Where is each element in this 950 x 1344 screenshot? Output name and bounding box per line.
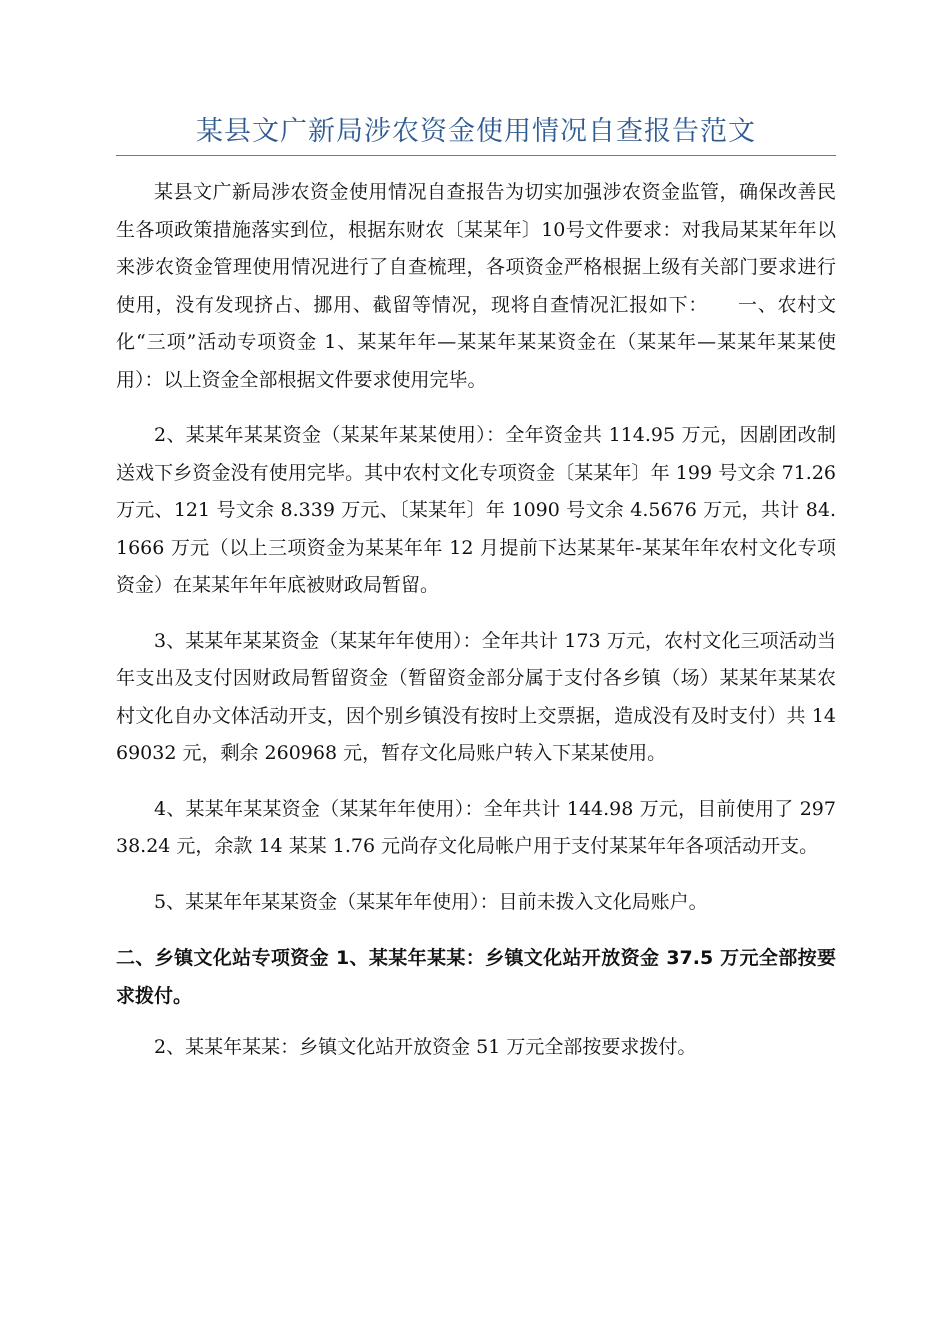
- title-underline: [116, 155, 836, 156]
- section-2-heading: 二、乡镇文化站专项资金 1、某某年某某：乡镇文化站开放资金 37.5 万元全部按要求拨付。: [116, 947, 836, 1007]
- paragraph-item-2: 2、某某年某某资金（某某年某某使用）：全年资金共 114.95 万元，因剧团改制送戏下乡资金没有使用完毕。其中农村文化专项资金〔某某年〕年 199 号文余 71.26 万元、121 号文余 8.339 万元、〔某某年〕年 1090 号文余 4.5676 万元，共计 84.1666 万元（以上三项资金为某某年年 12 月提前下达某某年-某某年年农村文化专项资金）在某某年年年底被财政局暂留。: [116, 424, 836, 596]
- paragraph-item-5: 5、某某年年某某资金（某某年年使用）：目前未拨入文化局账户。: [154, 890, 708, 913]
- document-body: [116, 174, 836, 1081]
- paragraph-section-2-item-2: 2、某某年某某：乡镇文化站开放资金 51 万元全部按要求拨付。: [154, 1036, 697, 1058]
- document-title: 某县文广新局涉农资金使用情况自查报告范文: [196, 116, 756, 147]
- paragraph-item-3: 3、某某年某某资金（某某年年使用）：全年共计 173 万元，农村文化三项活动当年支出及支付因财政局暂留资金（暂留资金部分属于支付各乡镇（场）某某年某某农村文化自办文体活动开支，因个别乡镇没有按时上交票据，造成没有及时支付）共 1469032 元，剩余 260968 元，暂存文化局账户转入下某某使用。: [116, 629, 836, 764]
- paragraph-item-4: 4、某某年某某资金（某某年年使用）：全年共计 144.98 万元，目前使用了 29738.24 元，余款 14 某某 1.76 元尚存文化局帐户用于支付某某年年各项活动开支。: [116, 797, 836, 857]
- paragraph-intro: 某县文广新局涉农资金使用情况自查报告为切实加强涉农资金监管，确保改善民生各项政策措施落实到位，根据东财农〔某某年〕10号文件要求：对我局某某年年以来涉农资金管理使用情况进行了自查梳理，各项资金严格根据上级有关部门要求进行使用，没有发现挤占、挪用、截留等情况，现将自查情况汇报如下： 一、农村文化“三项”活动专项资金 1、某某年年—某某年某某资金在（某某年—某某年某某使用）：以上资金全部根据文件要求使用完毕。: [116, 181, 836, 391]
